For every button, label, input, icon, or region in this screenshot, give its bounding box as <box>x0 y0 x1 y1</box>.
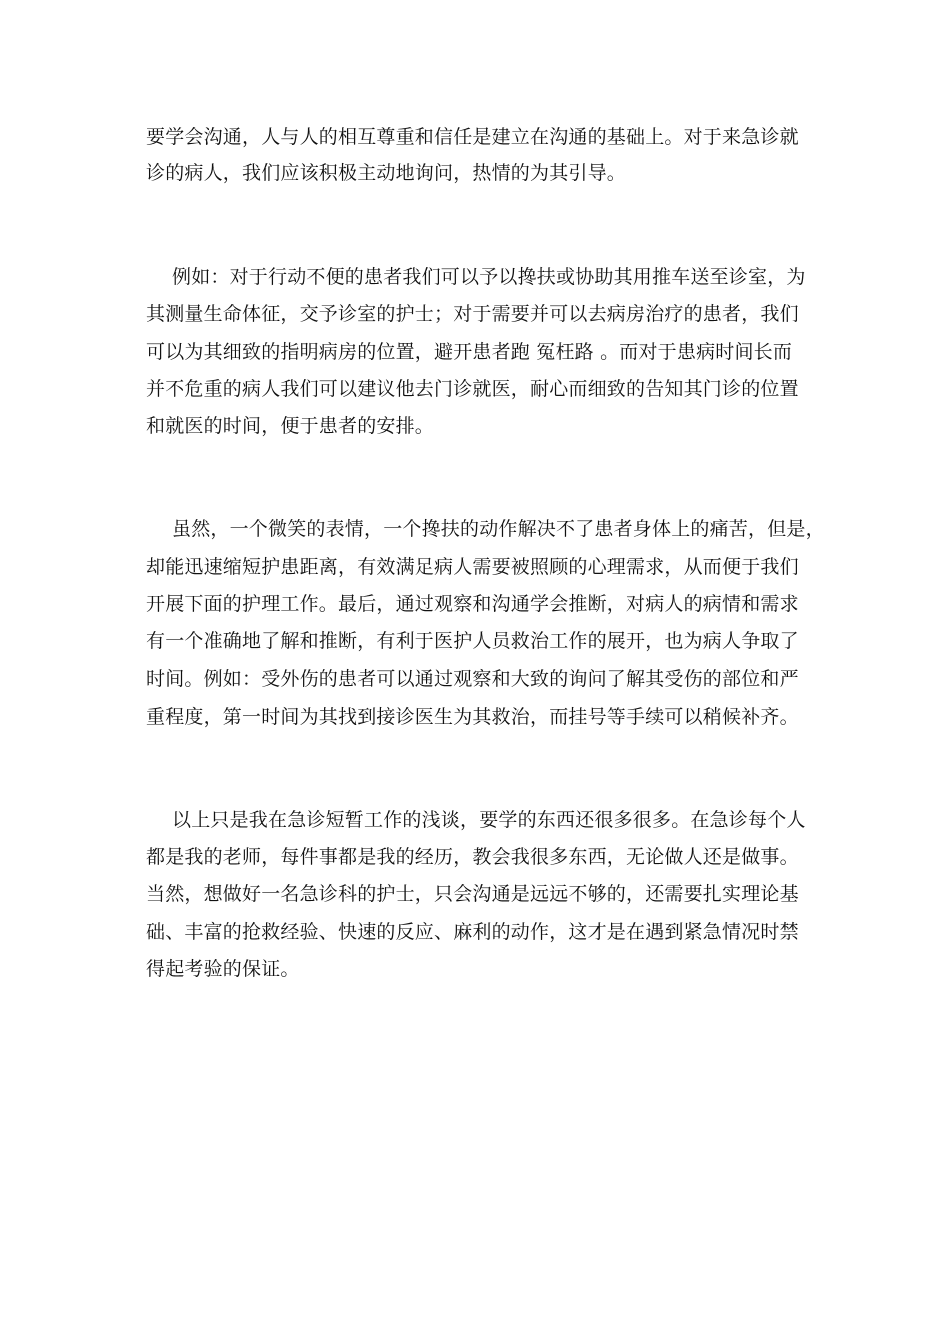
text-line: 时间。例如：受外伤的患者可以通过观察和大致的询问了解其受伤的部位和严 <box>146 668 799 690</box>
text-line: 重程度，第一时间为其找到接诊医生为其救治，而挂号等手续可以稍候补齐。 <box>146 706 799 728</box>
text-line: 并不危重的病人我们可以建议他去门诊就医，耐心而细致的告知其门诊的位置 <box>146 378 799 400</box>
text-line: 诊的病人，我们应该积极主动地询问，热情的为其引导。 <box>146 162 627 184</box>
text-line: 和就医的时间，便于患者的安排。 <box>146 415 435 437</box>
text-line: 要学会沟通，人与人的相互尊重和信任是建立在沟通的基础上。对于来急诊就 <box>146 126 799 148</box>
text-line: 其测量生命体征，交予诊室的护士；对于需要并可以去病房治疗的患者，我们 <box>146 303 799 325</box>
text-line: 都是我的老师，每件事都是我的经历，教会我很多东西，无论做人还是做事。 <box>146 846 799 868</box>
text-line: 得起考验的保证。 <box>146 958 300 980</box>
text-line: 例如：对于行动不便的患者我们可以予以搀扶或协助其用推车送至诊室，为 <box>172 266 806 288</box>
text-line: 以上只是我在急诊短暂工作的浅谈，要学的东西还很多很多。在急诊每个人 <box>172 809 806 831</box>
text-line: 虽然，一个微笑的表情，一个搀扶的动作解决不了患者身体上的痛苦，但是， <box>172 518 825 540</box>
text-line: 却能迅速缩短护患距离，有效满足病人需要被照顾的心理需求，从而便于我们 <box>146 556 799 578</box>
text-line: 当然，想做好一名急诊科的护士，只会沟通是远远不够的，还需要扎实理论基 <box>146 883 799 905</box>
text-line: 础、丰富的抢救经验、快速的反应、麻利的动作，这才是在遇到紧急情况时禁 <box>146 921 799 943</box>
text-line: 有一个准确地了解和推断，有利于医护人员救治工作的展开，也为病人争取了 <box>146 630 799 652</box>
text-line: 开展下面的护理工作。最后，通过观察和沟通学会推断，对病人的病情和需求 <box>146 593 799 615</box>
text-line: 可以为其细致的指明病房的位置，避开患者跑 冤枉路 。而对于患病时间长而 <box>146 341 793 363</box>
